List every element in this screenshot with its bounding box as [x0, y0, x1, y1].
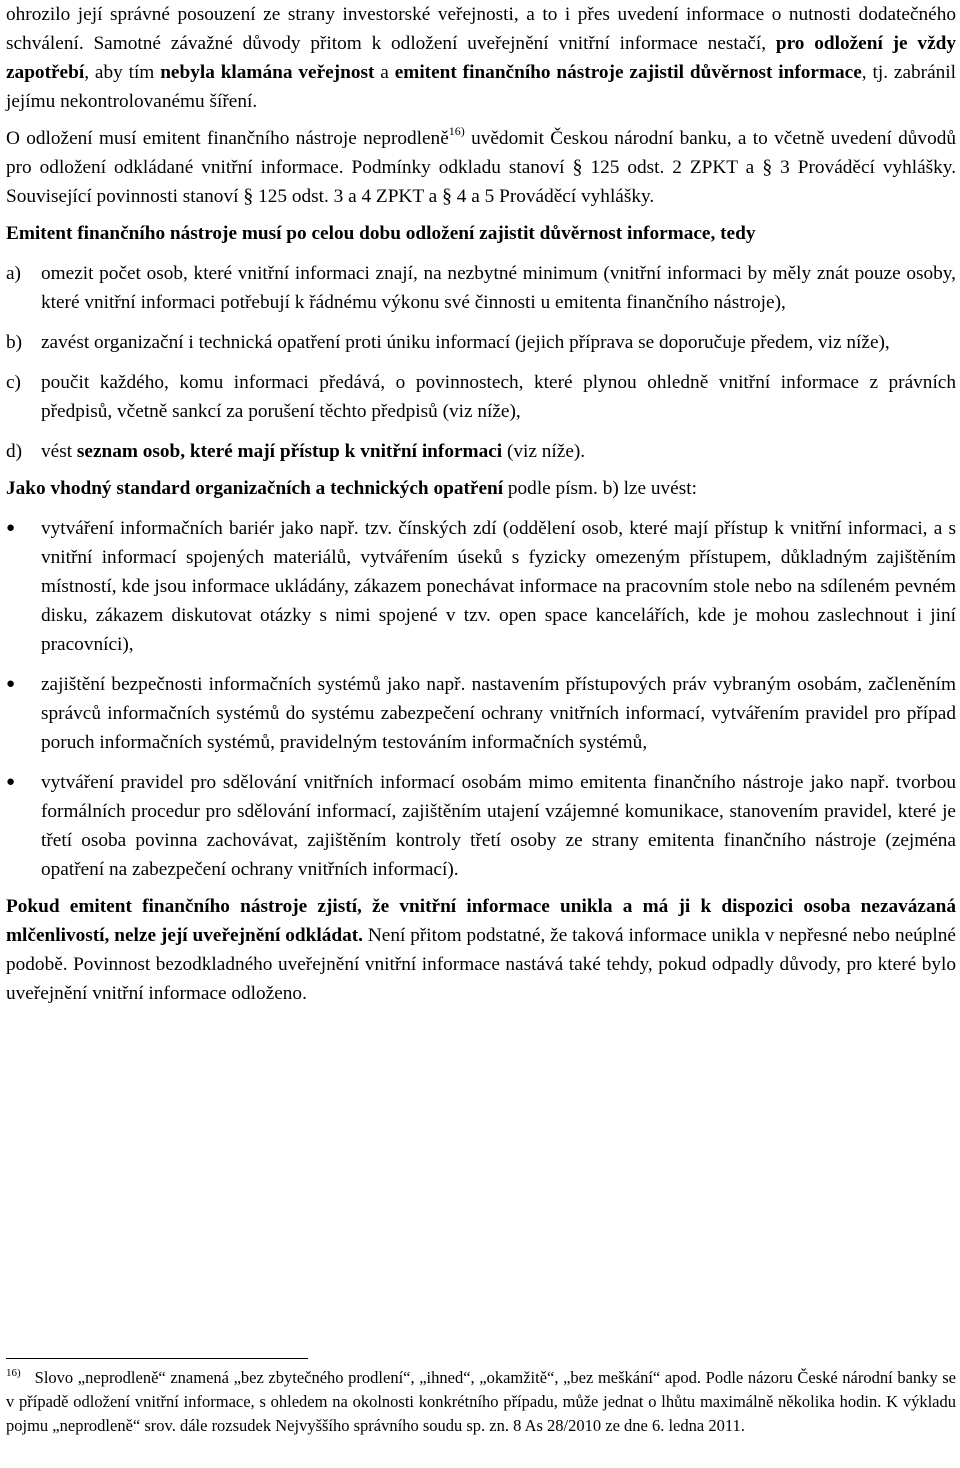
text-run: 4 a 5 Prováděcí vyhlášky.: [451, 186, 655, 207]
bullet-icon: ●: [6, 520, 16, 536]
list-marker: c): [6, 372, 21, 393]
paragraph-standard-measures: [6, 474, 956, 503]
bold-run: nebyla klamána veřejnost: [160, 62, 375, 83]
bold-run: emitent finančního nástroje zajistil důvěrnost informace: [394, 62, 862, 83]
text-run: ohrozilo její správné posouzení ze strany investorské veřejnosti, a to i přes uvedení informace o nutnosti dodatečného schválení. Samotné závažné důvody přitom k odložení uveřejnění vnitřní informace nestačí,: [6, 4, 956, 54]
list-item-text: poučit každého, komu informaci předává, o povinnostech, které plynou ohledně vnitřní informace z právních předpisů, včetně sankcí za porušení těchto předpisů (viz níže),: [41, 372, 956, 422]
text-run: (viz níže).: [502, 441, 586, 462]
footnote-separator: [6, 1358, 308, 1359]
text-run: 3 Prováděcí vyhlášky. Související povinnosti stanoví: [6, 157, 957, 207]
list-item-text: omezit počet osob, které vnitřní informaci znají, na nezbytné minimum (vnitřní informaci by měly znát pouze osoby, které vnitřní informaci potřebují k řádnému výkonu své činnosti u emitenta finančního nástroje),: [41, 263, 956, 313]
text-run: podle písm. b) lze uvést:: [503, 478, 697, 499]
text-run: uvědomit Českou národní banku, a to včetně uvedení důvodů pro odložení odkládané vnitřní informace. Podmínky odkladu stanoví: [6, 128, 956, 178]
bullet-item-text: zajištění bezpečnosti informačních systémů jako např. nastavením přístupových práv vybraným osobám, začleněním správců informačních systémů do systému zabezpečení ochrany vnitřních informací, vytvářením pravidel pro případ poruch informačních systémů, pravidelným testováním informačních systémů,: [41, 674, 956, 753]
footnote-text: Slovo „neprodleně“ znamená „bez zbytečného prodlení“, „ihned“, „okamžitě“, „bez meškání“ apod. Podle názoru České národní banky se v případě odložení vnitřní informace, s ohledem na okolnosti konkrétního případu, může jednat o lhůtu maximálně několika hodin. K výkladu pojmu „neprodleně“ srov. dále rozsudek Nejvyššího správního soudu sp. zn. 8 As 28/2010 ze dne 6. ledna 2011.: [6, 1368, 956, 1435]
section-sign: §: [762, 156, 773, 178]
bullet-item-it-security: [6, 670, 956, 757]
bullet-item-disclosure-rules: [6, 768, 956, 884]
section-sign: §: [441, 185, 452, 207]
text-run: O odložení musí emitent finančního nástroje neprodleně: [6, 128, 449, 149]
bold-run: pro odložení je vždy zapotřebí: [6, 33, 956, 83]
footnote-marker: 16): [6, 1367, 21, 1379]
paragraph-confidentiality-heading: Emitent finančního nástroje musí po celou dobu odložení zajistit důvěrnost informace, tedy: [6, 223, 756, 244]
footnote-16: [6, 1366, 956, 1438]
bullet-icon: ●: [6, 774, 16, 790]
list-item-text: [41, 437, 956, 466]
text-run: , aby tím: [84, 62, 161, 83]
document-page: [6, 0, 956, 1008]
bullet-item-text: vytváření pravidel pro sdělování vnitřních informací osobám mimo emitenta finančního nástroje jako např. tvorbou formálních procedur pro sdělování informací, zajištěním utajení vzájemné komunikace, stanovením pravidel, které je třetí osoba povinna zachovávat, zajištěním kontroly třetí osoby ze strany emitenta finančního nástroje (zejména opatření na zabezpečení ochrany vnitřních informací).: [41, 772, 956, 880]
text-run: a: [374, 62, 395, 83]
text-run: 125 odst. 3 a 4 ZPKT a: [253, 186, 442, 207]
bullet-icon: ●: [6, 676, 16, 692]
list-item-d: [6, 437, 956, 466]
text-run: Není přitom podstatné, že taková informace unikla v nepřesné nebo neúplné podobě. Povinnost bezodkladného uveřejnění vnitřní informace nastává také tehdy, pokud odpadly důvody, pro které bylo uveřejnění vnitřní informace odloženo.: [6, 925, 956, 1004]
list-marker: b): [6, 332, 23, 353]
text-run: vést: [41, 441, 77, 462]
list-marker: d): [6, 441, 23, 462]
list-item-b: [6, 328, 956, 357]
bullet-item-information-barriers: [6, 514, 956, 659]
paragraph-cnb-notification: [6, 124, 956, 211]
list-item-c: [6, 368, 956, 426]
bold-run: Jako vhodný standard organizačních a technických opatření: [6, 478, 504, 499]
paragraph-deferral-conditions: [6, 0, 956, 116]
list-item-text: zavést organizační i technická opatření proti úniku informací (jejich příprava se doporučuje předem, viz níže),: [41, 332, 890, 353]
section-sign: §: [572, 156, 583, 178]
section-sign: §: [243, 185, 254, 207]
footnote-reference[interactable]: 16): [448, 124, 465, 138]
bold-run: seznam osob, které mají přístup k vnitřní informaci: [76, 441, 503, 462]
bullet-item-text: vytváření informačních bariér jako např. tzv. čínských zdí (oddělení osob, které mají přístup k vnitřní informaci, a s vnitřní informací spojených materiálů, vytvářením úseků s fyzicky omezeným přístupem, důkladným zajištěním místností, kde jsou informace ukládány, zákazem ponechávat informace na pracovním stole nebo na sdíleném pevném disku, zákazem diskutovat otázky s nimi spojené v tzv. open space kancelářích, kde je mohou zaslechnout i jiní pracovníci),: [41, 518, 956, 655]
list-item-a: [6, 259, 956, 317]
list-marker: a): [6, 263, 21, 284]
bold-run: Pokud emitent finančního nástroje zjistí, že vnitřní informace unikla a má ji k dispozici osoba nezavázaná mlčenlivostí, nelze její uveřejnění odkládat.: [6, 896, 956, 946]
text-run: , tj. zabránil jejímu nekontrolovanému šíření.: [6, 62, 956, 112]
text-run: 125 odst. 2 ZPKT a: [582, 157, 763, 178]
paragraph-leak: [6, 892, 956, 1008]
